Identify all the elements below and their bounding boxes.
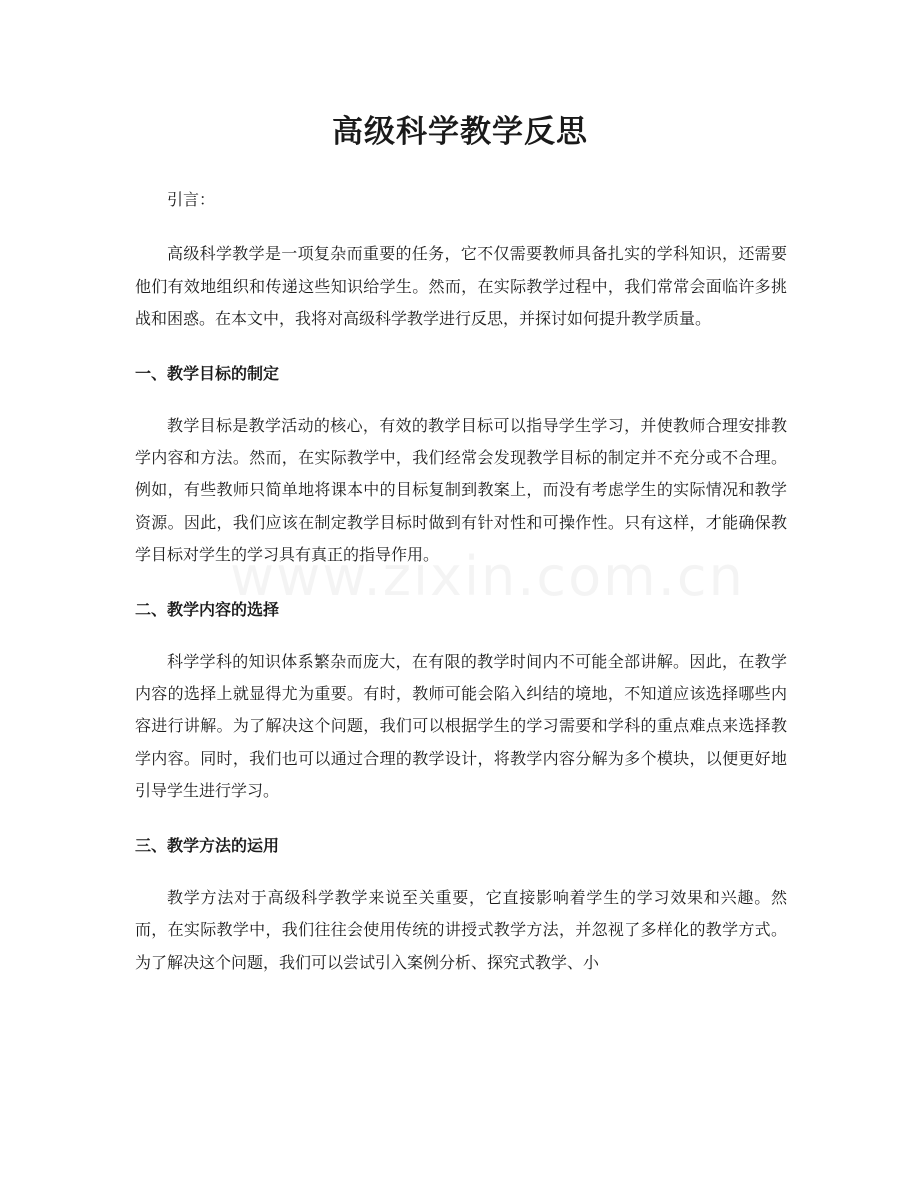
section-paragraph-goals: 教学目标是教学活动的核心，有效的教学目标可以指导学生学习，并使教师合理安排教学内容和方法。然而，在实际教学中，我们经常会发现教学目标的制定并不充分或不合理。例如，有些教师只简单地将课本中的目标复制到教案上，而没有考虑学生的实际情况和教学资源。因此，我们应该在制定教学目标时做到有针对性和可操作性。只有这样，才能确保教学目标对学生的学习具有真正的指导作用。 [135,415,787,565]
section-heading-methods: 三、教学方法的运用 [135,835,280,855]
document-title: 高级科学教学反思 [332,114,588,150]
document-body [135,184,787,1003]
intro-label: 引言： [167,190,216,209]
section-heading-goals: 一、教学目标的制定 [135,363,280,383]
section-paragraph-content: 科学学科的知识体系繁杂而庞大，在有限的教学时间内不可能全部讲解。因此，在教学内容的选择上就显得尤为重要。有时，教师可能会陷入纠结的境地，不知道应该选择哪些内容进行讲解。为了解决这个问题，我们可以根据学生的学习需要和学科的重点难点来选择教学内容。同时，我们也可以通过合理的教学设计，将教学内容分解为多个模块，以便更好地引导学生进行学习。 [135,651,787,801]
section-paragraph-methods: 教学方法对于高级科学教学来说至关重要，它直接影响着学生的学习效果和兴趣。然而，在实际教学中，我们往往会使用传统的讲授式教学方法，并忽视了多样化的教学方式。为了解决这个问题，我们可以尝试引入案例分析、探究式教学、小 [135,887,787,972]
intro-paragraph: 高级科学教学是一项复杂而重要的任务，它不仅需要教师具备扎实的学科知识，还需要他们有效地组织和传递这些知识给学生。然而，在实际教学过程中，我们常常会面临许多挑战和困惑。在本文中，我将对高级科学教学进行反思，并探讨如何提升教学质量。 [135,244,787,329]
section-heading-content: 二、教学内容的选择 [135,599,280,619]
